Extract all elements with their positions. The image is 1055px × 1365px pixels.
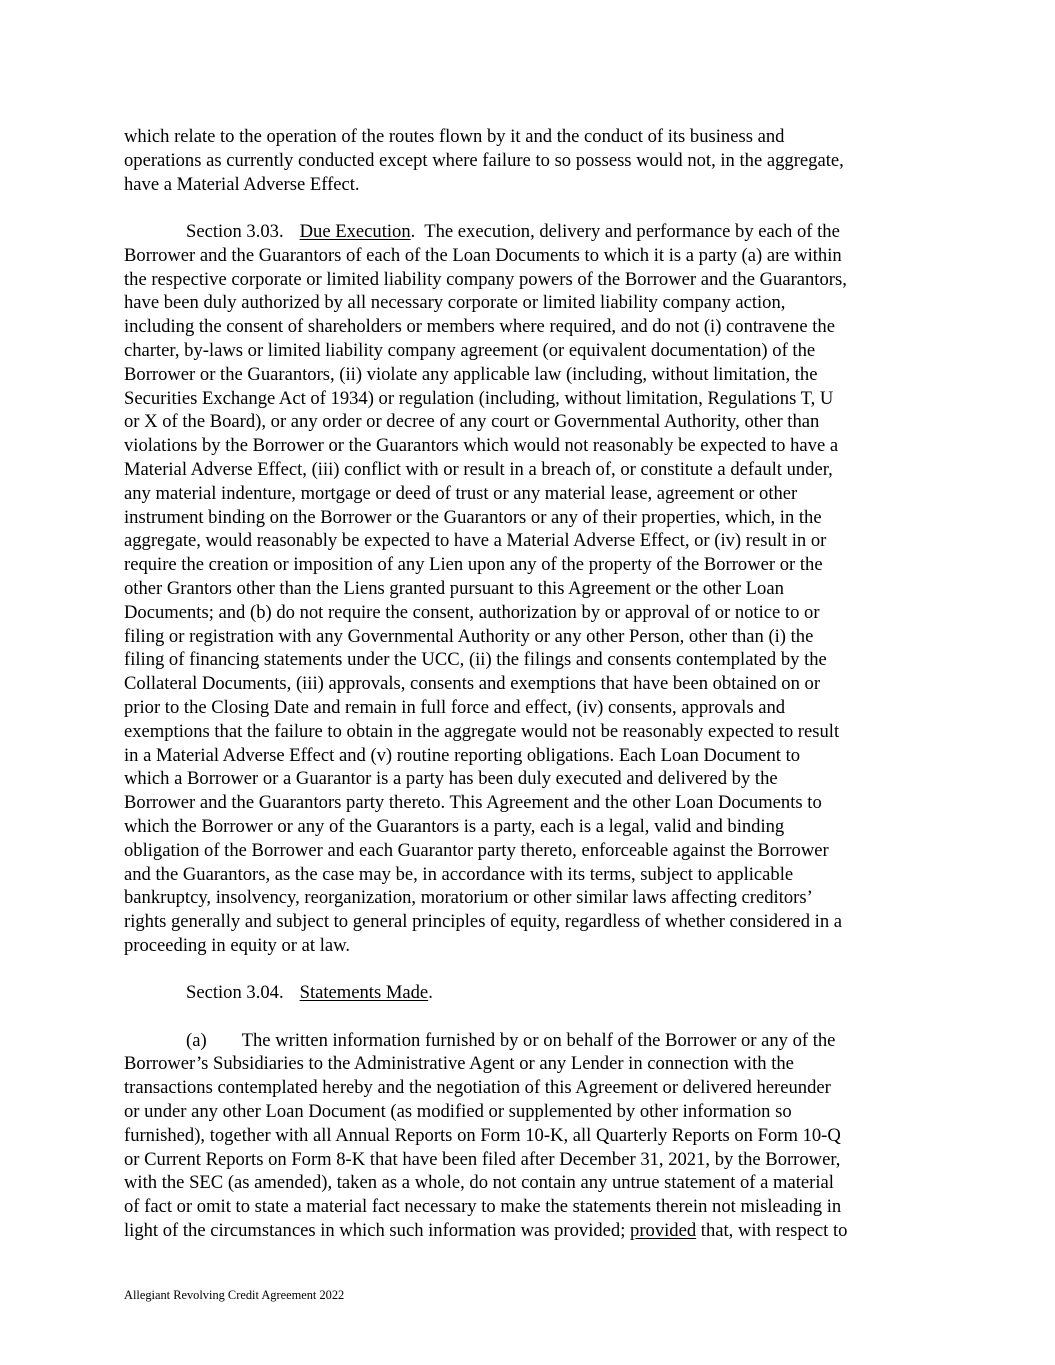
- intro-paragraph: [124, 125, 936, 196]
- clause-a-paragraph: [124, 1029, 936, 1243]
- text-line: Borrower’s Subsidiaries to the Administrative Agent or any Lender in connection with the: [124, 1053, 794, 1075]
- text-line: in a Material Adverse Effect and (v) routine reporting obligations. Each Loan Document to: [124, 744, 801, 766]
- text-line: charter, by-laws or limited liability company agreement (or equivalent documentation) of the: [124, 339, 816, 361]
- text-segment: light of the circumstances in which such information was provided;: [124, 1220, 631, 1242]
- text-line: which a Borrower or a Guarantor is a party has been duly executed and delivered by the: [124, 768, 778, 790]
- text-line: bankruptcy, insolvency, reorganization, moratorium or other similar laws affecting creditors’: [124, 887, 813, 909]
- text-line: or X of the Board), or any order or decree of any court or Governmental Authority, other than: [124, 411, 820, 433]
- text-line: of fact or omit to state a material fact necessary to make the statements therein not misleading in: [124, 1196, 842, 1218]
- text-line: rights generally and subject to general principles of equity, regardless of whether considered in a: [124, 911, 843, 933]
- text-line: Documents; and (b) do not require the consent, authorization by or approval of or notice to or: [124, 601, 820, 623]
- text-line: proceeding in equity or at law.: [124, 934, 350, 956]
- page-footer: Allegiant Revolving Credit Agreement 2022: [124, 1288, 345, 1302]
- section-heading: Due Execution: [299, 220, 411, 242]
- text-line: with the SEC (as amended), taken as a whole, do not contain any untrue statement of a material: [124, 1172, 834, 1194]
- text-line: Material Adverse Effect, (iii) conflict with or result in a breach of, or constitute a default under,: [124, 458, 833, 480]
- heading-period: .: [428, 982, 433, 1004]
- section-3-03-first-line: [124, 220, 936, 244]
- text-line: or under any other Loan Document (as modified or supplemented by other information so: [124, 1101, 792, 1123]
- text-line: furnished), together with all Annual Reports on Form 10-K, all Quarterly Reports on Form 10-Q: [124, 1124, 841, 1146]
- clause-a-last-line: [124, 1219, 936, 1243]
- document-page: [124, 125, 936, 1243]
- text-line: aggregate, would reasonably be expected to have a Material Adverse Effect, or (iv) result in or: [124, 530, 827, 552]
- provided-term: provided: [630, 1220, 697, 1242]
- text-line: obligation of the Borrower and each Guarantor party thereto, enforceable against the Borrower: [124, 839, 829, 861]
- text-line: which the Borrower or any of the Guarantors is a party, each is a legal, valid and binding: [124, 815, 785, 837]
- text-line: other Grantors other than the Liens granted pursuant to this Agreement or the other Loan: [124, 577, 784, 599]
- text-line: have a Material Adverse Effect.: [124, 173, 360, 195]
- section-heading: Statements Made: [299, 982, 429, 1004]
- text-line: and the Guarantors, as the case may be, in accordance with its terms, subject to applicable: [124, 863, 794, 885]
- section-3-03-paragraph: [124, 220, 936, 958]
- section-number: Section 3.03.: [186, 220, 284, 242]
- text-segment: that, with respect to: [696, 1220, 848, 1242]
- text-line: violations by the Borrower or the Guarantors which would not reasonably be expected to have a: [124, 435, 839, 457]
- section-number: Section 3.04.: [186, 982, 284, 1004]
- text-line: filing or registration with any Governmental Authority or any other Person, other than (i) the: [124, 625, 814, 647]
- text-line: Borrower or the Guarantors, (ii) violate any applicable law (including, without limitation, the: [124, 363, 818, 385]
- text-line: prior to the Closing Date and remain in full force and effect, (iv) consents, approvals and: [124, 696, 786, 718]
- text-line: have been duly authorized by all necessary corporate or limited liability company action,: [124, 292, 786, 314]
- text-line: or Current Reports on Form 8-K that have been filed after December 31, 2021, by the Borrower,: [124, 1148, 841, 1170]
- text-line: the respective corporate or limited liability company powers of the Borrower and the Guarantors,: [124, 268, 847, 290]
- text-line: Collateral Documents, (iii) approvals, consents and exemptions that have been obtained on or: [124, 673, 821, 695]
- text-line: filing of financing statements under the UCC, (ii) the filings and consents contemplated by the: [124, 649, 827, 671]
- text-line: including the consent of shareholders or members where required, and do not (i) contravene the: [124, 316, 835, 338]
- clause-a-first-line: [124, 1029, 936, 1053]
- text-line: instrument binding on the Borrower or the Guarantors or any of their properties, which, in the: [124, 506, 822, 528]
- section-3-04-heading: [124, 981, 936, 1005]
- text-line: Securities Exchange Act of 1934) or regulation (including, without limitation, Regulations T, U: [124, 387, 834, 409]
- text-line: transactions contemplated hereby and the negotiation of this Agreement or delivered hereunder: [124, 1077, 831, 1099]
- text-segment: The written information furnished by or on behalf of the Borrower or any of the: [241, 1029, 836, 1051]
- text-segment: . The execution, delivery and performance by each of the: [410, 220, 840, 242]
- text-line: require the creation or imposition of any Lien upon any of the property of the Borrower or the: [124, 554, 823, 576]
- text-line: Borrower and the Guarantors party thereto. This Agreement and the other Loan Documents to: [124, 792, 822, 814]
- text-line: exemptions that the failure to obtain in the aggregate would not be reasonably expected to result: [124, 720, 840, 742]
- clause-marker: (a): [186, 1029, 207, 1051]
- text-line: Borrower and the Guarantors of each of the Loan Documents to which it is a party (a) are within: [124, 244, 842, 266]
- text-line: operations as currently conducted except where failure to so possess would not, in the aggregate,: [124, 149, 844, 171]
- text-line: any material indenture, mortgage or deed of trust or any material lease, agreement or other: [124, 482, 798, 504]
- text-line: which relate to the operation of the routes flown by it and the conduct of its business and: [124, 126, 785, 147]
